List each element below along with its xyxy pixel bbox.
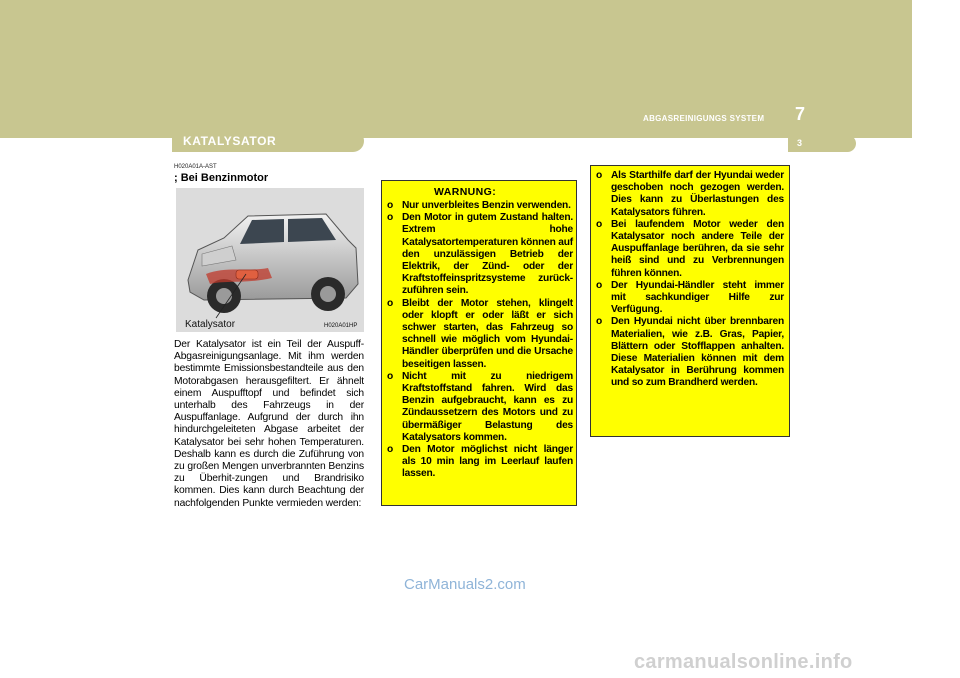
warning-item-text: Den Motor in gutem Zustand halten. Extrem hohe Katalysatortemperaturen können auf den unzulässigen Betrieb der Elektrik, der Zünd- oder der Kraftstoffeinspritzsysteme zurück-zuführen sein.	[402, 212, 573, 297]
warning-list	[387, 200, 573, 481]
bullet: o	[596, 170, 603, 181]
warning-item-text: Den Motor möglichst nicht länger als 10 min lang im Leerlauf laufen lassen.	[402, 444, 573, 480]
bullet: o	[596, 218, 603, 230]
section-title: KATALYSATOR	[183, 134, 277, 148]
header-band	[0, 0, 912, 138]
bullet: o	[387, 370, 394, 382]
warning-item	[387, 212, 573, 297]
caution-item	[596, 170, 784, 219]
section-subheading: ; Bei Benzinmotor	[174, 172, 269, 184]
chapter-number: 7	[795, 104, 806, 124]
page-tab-end	[836, 135, 856, 152]
car-drawing	[176, 188, 364, 332]
warning-item	[387, 200, 573, 212]
bullet: o	[387, 444, 394, 456]
warning-item	[387, 298, 573, 371]
caution-item	[596, 280, 784, 317]
bullet: o	[596, 316, 603, 328]
warning-item-text: Nicht mit zu niedrigem Kraftstoffstand fahren. Wird das Benzin aufgebraucht, kann es zu Zündaussetzern des Motors und zu übermäßiger Belastung des Katalysators kommen.	[402, 370, 573, 443]
bullet: o	[387, 297, 394, 309]
caution-item-text: Bei laufendem Motor weder den Katalysator noch andere Teile der Auspuffanlage berühren, da sie sehr heiß sind und zu Verbrennungen führen können.	[611, 218, 784, 279]
caution-list	[596, 170, 784, 390]
warning-item-text: Nur unverbleites Benzin verwenden.	[402, 200, 571, 211]
bullet: o	[596, 279, 603, 291]
bullet: o	[387, 212, 394, 224]
chapter-title: ABGASREINIGUNGS SYSTEM	[643, 114, 765, 123]
figure-label: Katalysator	[185, 319, 236, 330]
figure-code: H020A01HP	[324, 323, 358, 329]
watermark-carmanuals2[interactable]: CarManuals2.com	[404, 576, 526, 593]
watermark-carmanualsonline[interactable]: carmanualsonline.info	[634, 651, 853, 673]
caution-item-text: Als Starthilfe darf der Hyundai weder geschoben noch gezogen werden. Dies kann zu Überlastungen des Katalysators führen.	[611, 170, 784, 218]
caution-item-text: Der Hyundai-Händler steht immer mit sachkundiger Hilfe zur Verfügung.	[611, 279, 784, 316]
caution-item	[596, 316, 784, 389]
warning-title: WARNUNG:	[434, 186, 497, 198]
section-code: H020A01A-AST	[174, 164, 217, 170]
caution-item-text: Den Hyundai nicht über brennbaren Materialien, wie z.B. Gras, Papier, Blättern oder Stofflappen anhalten. Diese Materialien können mit dem Katalysator in Berührung kommen und so zum Brandherd werden.	[611, 316, 784, 389]
warning-item-text: Bleibt der Motor stehen, klingelt oder klopft er oder läßt er sich schwer starten, das Fahrzeug so schnell wie möglich vom Hyundai-Händler überprüfen und die Ursache beseitigen lassen.	[402, 297, 573, 370]
warning-item	[387, 444, 573, 481]
caution-item	[596, 219, 784, 280]
body-paragraph: Der Katalysator ist ein Teil der Auspuff-Abgasreinigungsanlage. Mit ihm werden bestimmte Emissionsbestandteile aus den Motorabgasen herausgefiltert. Er ähnelt einem Auspufftopf und befindet sich unterhalb des Fahrzeugs in der Auspuffanlage. Aufgrund der durch ihn hindurchgeleiteten Abgase arbeitet der Katalysator bei sehr hohen Temperaturen. Deshalb kann es durch die Zuführung von zu großen Mengen unverbrannten Benzins zu Überhit-zungen und Brandrisiko kommen. Dies kann durch Beachtung der nachfolgenden Punkte vermieden werden:	[174, 339, 364, 509]
bullet: o	[387, 200, 394, 211]
warning-item	[387, 371, 573, 444]
car-illustration	[176, 188, 364, 332]
page-number: 3	[797, 138, 803, 148]
